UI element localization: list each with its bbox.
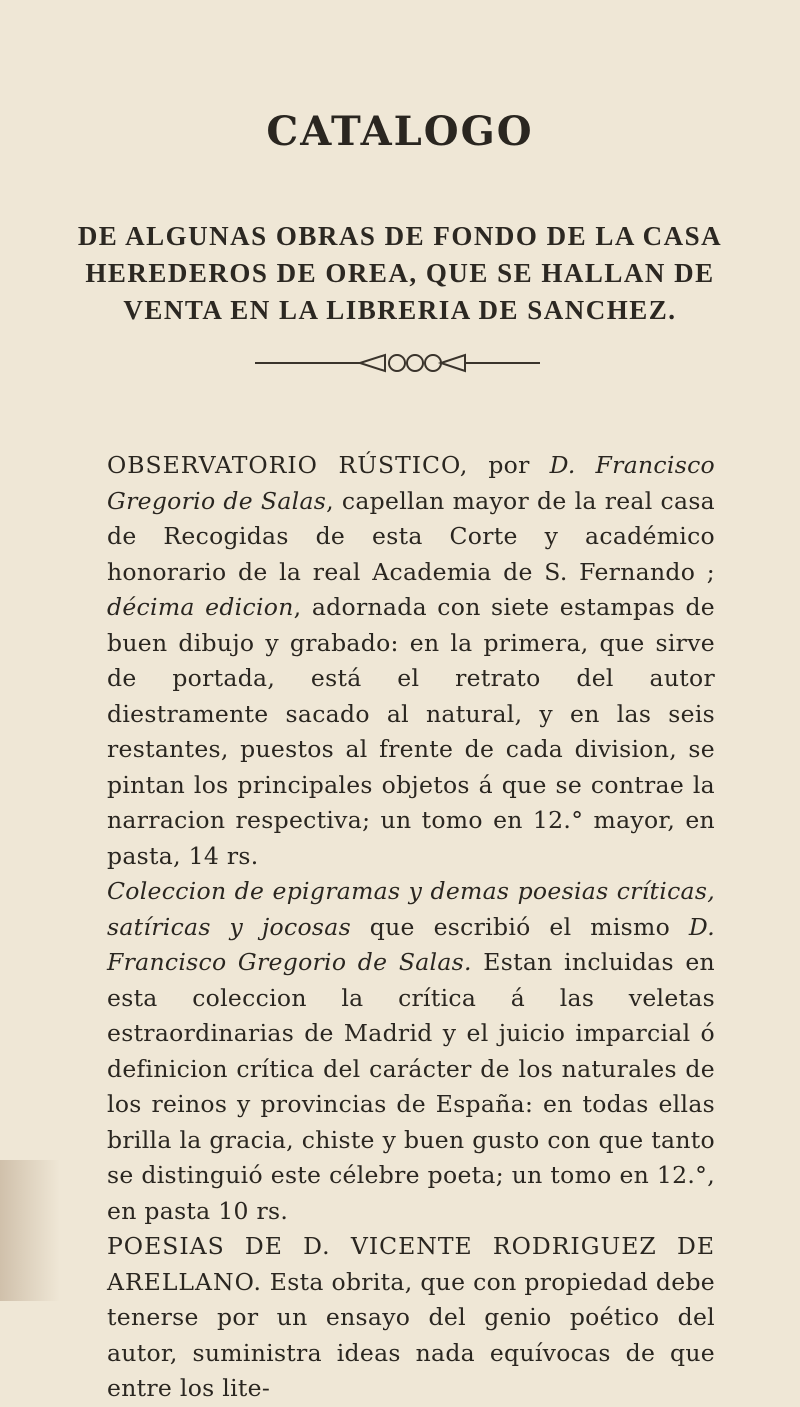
entry-heading: Coleccion de epigramas y demas poesias críticas, satíricas y jocosas <box>107 877 715 941</box>
entry-text: Estan incluidas en esta coleccion la crítica á las veletas estraordinarias de Madrid y el juicio imparcial ó definicion crítica del carácter de los naturales de los reinos y provincias de España: en todas ellas brilla la gracia, chiste y buen gusto con que tanto se distinguió este célebre poeta; un tomo en 12.°, en pasta 10 rs. <box>107 948 715 1225</box>
page-title: CATALOGO <box>266 108 534 155</box>
entry-by: que escribió el mismo <box>350 912 689 941</box>
catalog-entry <box>75 1229 715 1407</box>
ornament-flourish-icon <box>245 348 550 378</box>
entry-text: , capellan mayor de la real casa de Recogidas de esta Corte y académico honorario de la real Academia de S. Fernando ; <box>107 486 715 586</box>
page-subtitle: DE ALGUNAS OBRAS DE FONDO DE LA CASA HEREDEROS DE OREA, QUE SE HALLAN DE VENTA EN LA LIBRERIA DE SANCHEZ. <box>77 221 723 325</box>
page-stain <box>0 1160 60 1301</box>
entry-by: por <box>468 451 550 479</box>
catalog-entry <box>75 874 715 1229</box>
catalog-entry <box>75 448 715 874</box>
entry-text: Esta obrita, que con propiedad debe tenerse por un ensayo del genio poético del autor, suministra ideas nada equívocas de que entre los lite- <box>107 1267 715 1402</box>
entry-author: D. Francisco Gregorio de Salas. <box>107 912 715 976</box>
entry-heading: POESIAS DE D. VICENTE RODRIGUEZ DE ARELLANO. <box>107 1232 715 1296</box>
entry-text-continued: , adornada con siete estampas de buen dibujo y grabado: en la primera, que sirve de portada, está el retrato del autor diestramente sacado al natural, y en las seis restantes, puestos al frente de cada division, se pintan los principales objetos á que se contrae la narracion respectiva; un tomo en 12.° mayor, en pasta, 14 rs. <box>107 593 715 870</box>
entry-heading: OBSERVATORIO RÚSTICO, <box>107 451 469 479</box>
catalog-body <box>75 448 715 1407</box>
entry-edition: décima edicion <box>107 593 294 621</box>
entry-author: D. Francisco Gregorio de Salas <box>107 451 715 515</box>
